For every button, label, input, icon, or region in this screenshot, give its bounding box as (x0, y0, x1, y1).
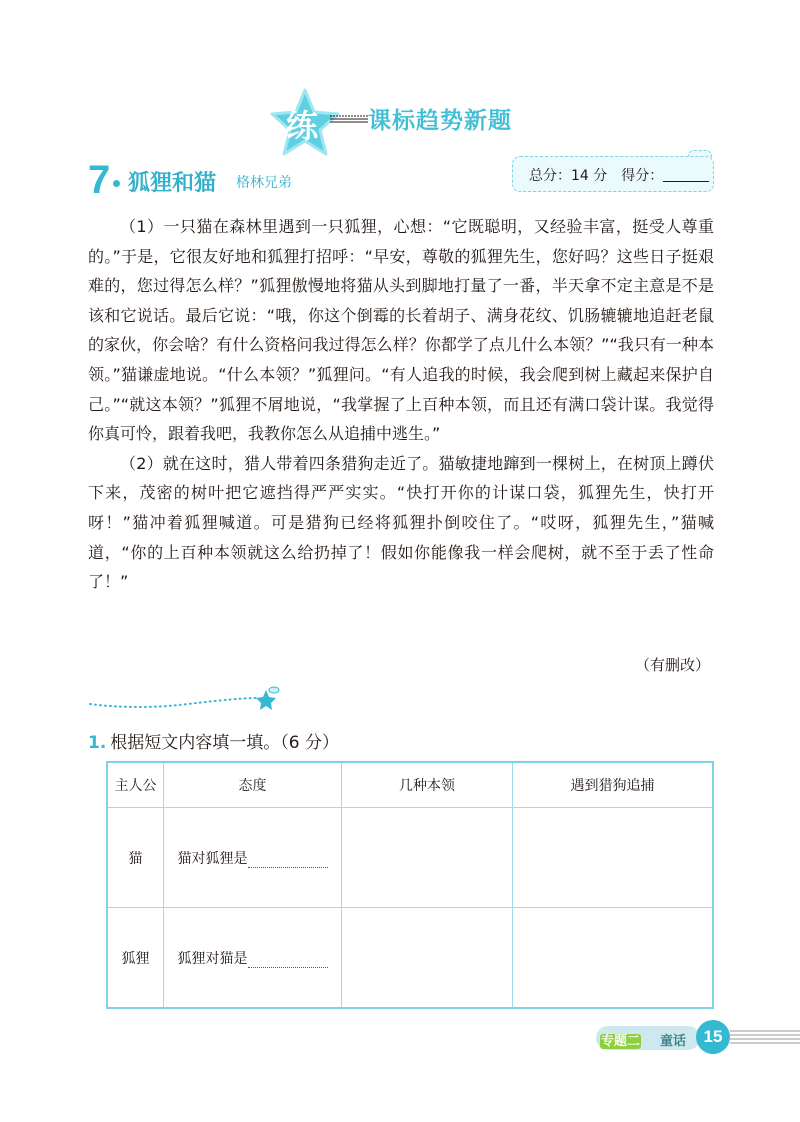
section-banner (270, 88, 540, 158)
question-1 (88, 728, 339, 753)
footer-tag (600, 1030, 641, 1049)
lesson-dot (113, 180, 120, 187)
skills-cell[interactable] (342, 908, 513, 1009)
question-text: 根据短文内容填一填。（6 分） (110, 733, 340, 753)
chase-cell[interactable] (513, 908, 714, 1009)
footer-lines (730, 1028, 800, 1048)
lesson-title: 狐狸和猫 (128, 171, 217, 196)
score-box (512, 156, 714, 192)
question-number: 1. (88, 733, 107, 753)
attitude-cell (164, 908, 342, 1009)
answer-table (106, 761, 714, 1009)
source-note: （有删改） (634, 656, 710, 674)
lesson-number: 7 (88, 158, 111, 202)
score-text: 总分：14 分 得分： (529, 168, 664, 184)
footer-tag-text: 专题二 (601, 1034, 641, 1049)
table-row (107, 808, 713, 908)
banner-icon-char: 练 (286, 107, 319, 145)
attitude-prefix: 狐狸对猫是 (177, 950, 248, 967)
attitude-cell (164, 808, 342, 908)
banner-lines (330, 114, 368, 124)
attitude-blank[interactable] (248, 851, 328, 868)
header-skills: 几种本领 (342, 762, 513, 808)
page-number: 15 (696, 1020, 730, 1054)
header-attitude: 态度 (164, 762, 342, 808)
paragraph-2: （2）就在这时，猎人带着四条猎狗走近了。猫敏捷地蹿到一棵树上，在树顶上蹲伏下来，茂密的树叶把它遮挡得严严实实。“快打开你的计谋口袋，狐狸先生，快打开呀！”猫冲着狐狸喊道。可是猎狗已经将狐狸扑倒咬住了。“哎呀，狐狸先生，”猫喊道，“你的上百种本领就这么给扔掉了！假如你能像我一样会爬树，就不至于丢了性命了！” (88, 453, 714, 592)
table-row (107, 908, 713, 1009)
passage (88, 212, 714, 597)
row-name: 狐狸 (107, 908, 164, 1009)
attitude-prefix: 猫对狐狸是 (177, 850, 248, 867)
lesson-author: 格林兄弟 (236, 175, 292, 191)
banner-title: 课标趋势新题 (368, 108, 512, 134)
paragraph-1: （1）一只猫在森林里遇到一只狐狸，心想：“它既聪明，又经验丰富，挺受人尊重的。”于是，它很友好地和狐狸打招呼：“早安，尊敬的狐狸先生，您好吗？这些日子挺艰难的，您过得怎么样？”狐狸傲慢地将猫从头到脚地打量了一番，半天拿不定主意是不是该和它说话。最后它说：“哦，你这个倒霉的长着胡子、满身花纹、饥肠辘辘地追赶老鼠的家伙，你会啥？有什么资格问我过得怎么样？你都学了点儿什么本领？”“我只有一种本领。”猫谦虚地说。“什么本领？”狐狸问。“有人追我的时候，我会爬到树上藏起来保护自己。”“就这本领？”狐狸不屑地说，“我掌握了上百种本领，而且还有满口袋计谋。我觉得你真可怜，跟着我吧，我教你怎么从追捕中逃生。” (88, 217, 714, 444)
row-name: 猫 (107, 808, 164, 908)
header-chase: 遇到猎狗追捕 (513, 762, 714, 808)
score-blank[interactable] (663, 181, 709, 182)
dotted-divider (88, 682, 288, 722)
skills-cell[interactable] (342, 808, 513, 908)
chase-cell[interactable] (513, 808, 714, 908)
header-protagonist: 主人公 (107, 762, 164, 808)
attitude-blank[interactable] (248, 951, 328, 968)
footer-section: 童话 (660, 1034, 687, 1049)
table-header-row (107, 762, 713, 808)
